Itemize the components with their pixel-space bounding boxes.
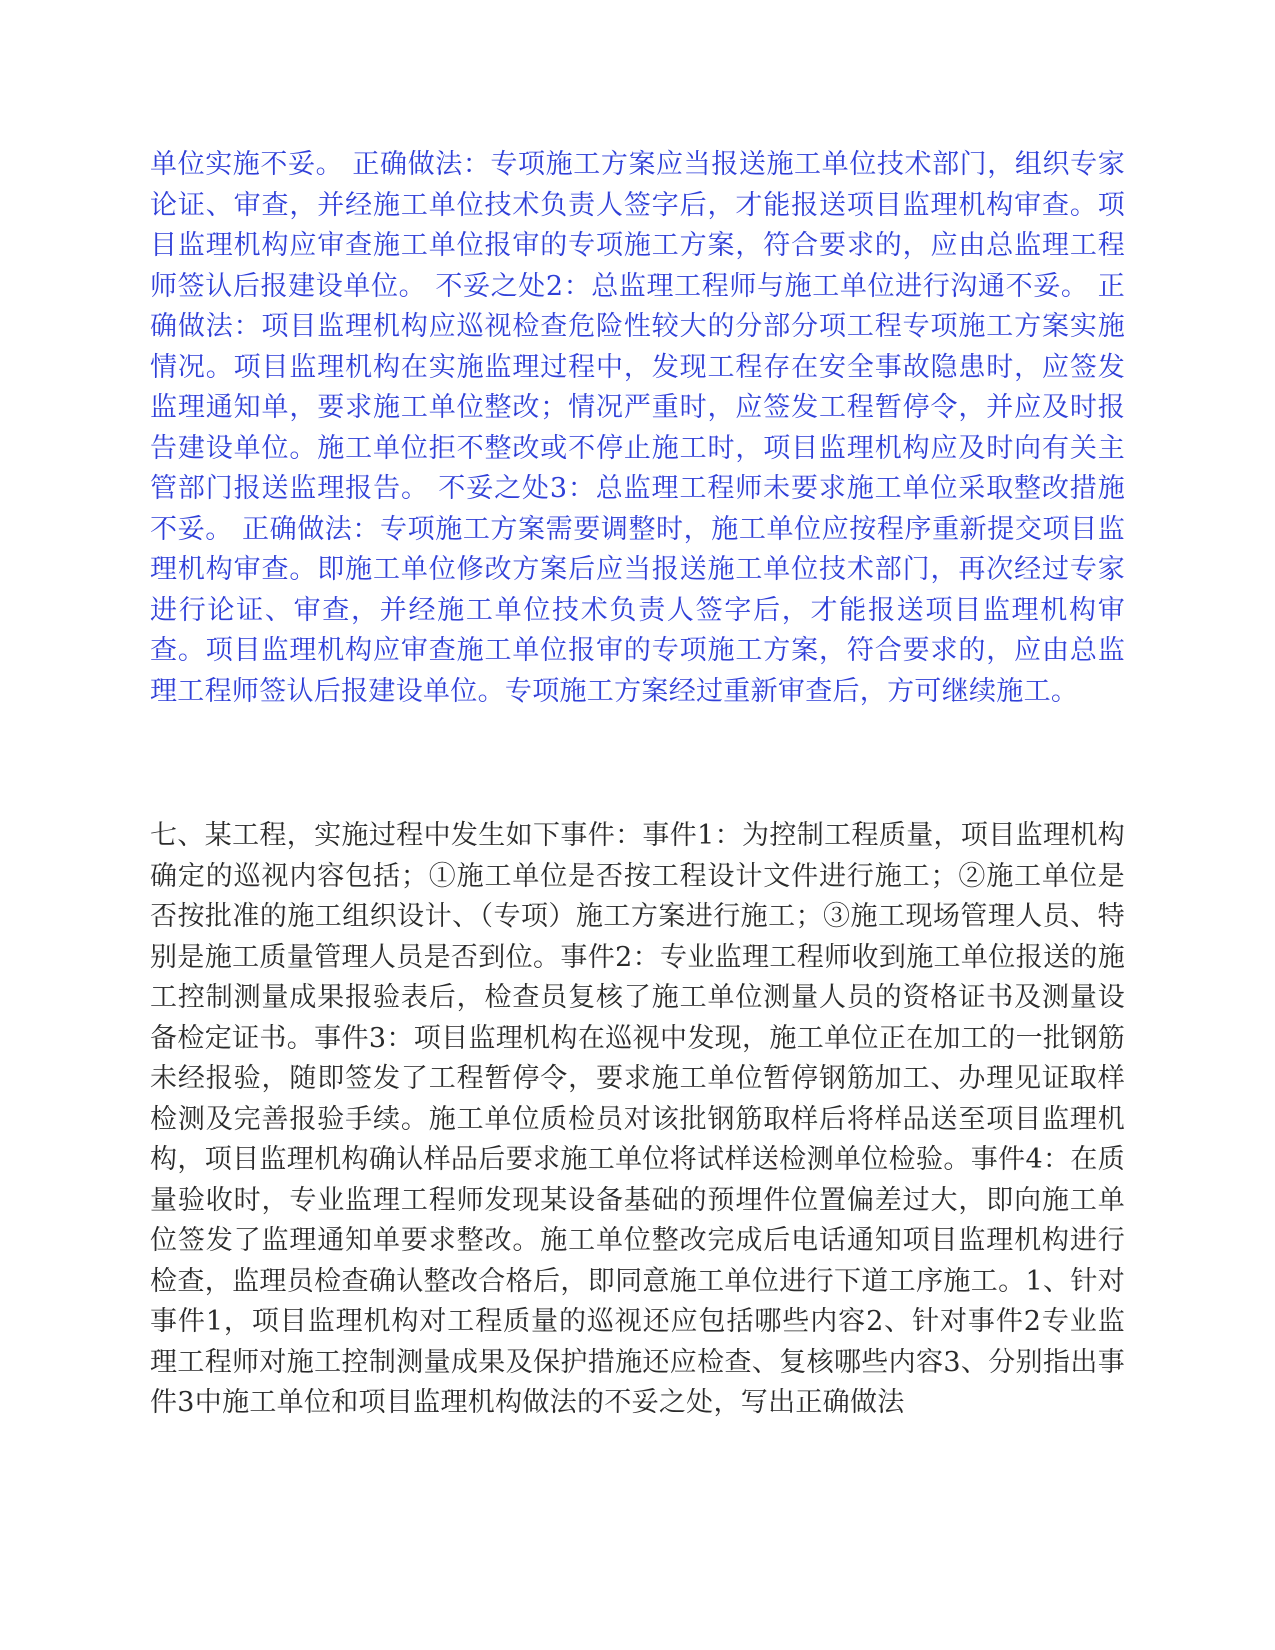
question-paragraph: 七、某工程，实施过程中发生如下事件：事件1：为控制工程质量，项目监理机构确定的巡视内容包括；①施工单位是否按工程设计文件进行施工；②施工单位是否按批准的施工组织设计、（专项）施工方案进行施工；③施工现场管理人员、特别是施工质量管理人员是否到位。事件2：专业监理工程师收到施工单位报送的施工控制测量成果报验表后，检查员复核了施工单位测量人员的资格证书及测量设备检定证书。事件3：项目监理机构在巡视中发现，施工单位正在加工的一批钢筋未经报验，随即签发了工程暂停令，要求施工单位暂停钢筋加工、办理见证取样检测及完善报验手续。施工单位质检员对该批钢筋取样后将样品送至项目监理机构，项目监理机构确认样品后要求施工单位将试样送检测单位检验。事件4：在质量验收时，专业监理工程师发现某设备基础的预埋件位置偏差过大，即向施工单位签发了监理通知单要求整改。施工单位整改完成后电话通知项目监理机构进行检查，监理员检查确认整改合格后，即同意施工单位进行下道工序施工。1、针对事件1，项目监理机构对工程质量的巡视还应包括哪些内容2、针对事件2专业监理工程师对施工控制测量成果及保护措施还应检查、复核哪些内容3、分别指出事件3中施工单位和项目监理机构做法的不妥之处，写出正确做法 [150,820,1125,1418]
answer-paragraph: 单位实施不妥。 正确做法：专项施工方案应当报送施工单位技术部门，组织专家论证、审查，并经施工单位技术负责人签字后，才能报送项目监理机构审查。项目监理机构应审查施工单位报审的专项施工方案，符合要求的，应由总监理工程师签认后报建设单位。 不妥之处2：总监理工程师与施工单位进行沟通不妥。 正确做法：项目监理机构应巡视检查危险性较大的分部分项工程专项施工方案实施情况。项目监理机构在实施监理过程中，发现工程存在安全事故隐患时，应签发监理通知单，要求施工单位整改；情况严重时，应签发工程暂停令，并应及时报告建设单位。施工单位拒不整改或不停止施工时，项目监理机构应及时向有关主管部门报送监理报告。 不妥之处3：总监理工程师未要求施工单位采取整改措施不妥。 正确做法：专项施工方案需要调整时，施工单位应按程序重新提交项目监理机构审查。即施工单位修改方案后应当报送施工单位技术部门，再次经过专家进行论证、审查，并经施工单位技术负责人签字后，才能报送项目监理机构审查。项目监理机构应审查施工单位报审的专项施工方案，符合要求的，应由总监理工程师签认后报建设单位。专项施工方案经过重新审查后，方可继续施工。 [150,149,1125,707]
